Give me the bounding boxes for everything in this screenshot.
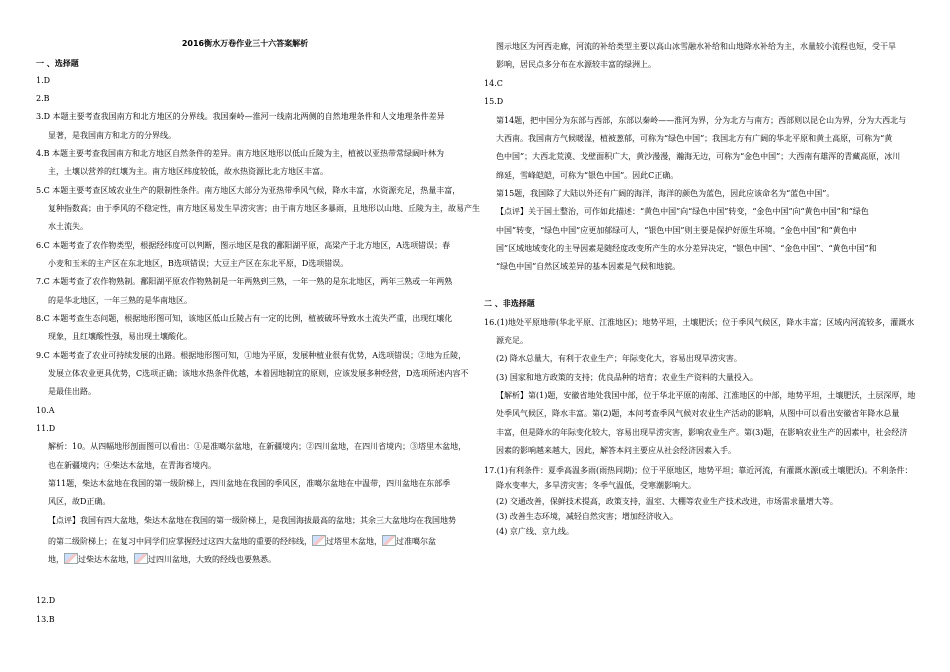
line-text: 主，土壤以营养的红壤为主。南方地区纬度较低，故水热资源比北方地区丰富。 [48,167,328,176]
line-text: 小麦和玉米的主产区在东北地区，B选项错误；大豆主产区在东北平原，D选项错误。 [48,259,349,268]
line-text: 过四川盆地，大致的经线也要熟悉。 [148,555,276,564]
text-line [36,95,50,103]
line-text: 大西南。我国南方气候暖湿，植被葱郁，可称为“绿色中国”；我国北方有广阔的华北平原和黄土高原，可称为“黄 [496,134,893,143]
text-line [496,190,834,198]
line-text: 中国”转变，“绿色中国”应更加郁绿可人，“银色中国”则主要是保护好原生环境。“金色中国”和“黄色中 [496,226,857,235]
broken-image-icon [382,535,396,546]
text-line [48,462,216,470]
line-text: 显著，是我国南方和北方的分界线。 [48,131,176,140]
line-text: 复种指数高；由于季风的不稳定性，南方地区易发生旱涝灾害；由于南方地区多暴雨，且地形以山地、丘陵为主，故易产生 [48,204,480,213]
text-line [48,443,466,451]
line-text: “绿色中国”自然区域差异的基本因素是气候和地貌。 [496,262,681,271]
text-line [496,429,907,437]
text-line [496,410,899,418]
text-line [496,498,838,506]
line-text: 6.C 本题考查了农作物类型，根据经纬度可以判断，图示地区是我的鄱阳湖平原，高梁产于北方地区，A选项错误；春 [36,241,451,250]
line-text: 国”区域地域变化的主导因素是随经度改变所产生的水分差异决定，“银色中国”、“金色中国”、“黄色中国”和 [496,244,877,253]
text-line [48,370,469,378]
text-line [496,135,892,143]
line-text: 色中国”；大西北荒漠、戈壁面积广大，黄沙漫漫，瀚海无边，可称为“金色中国”；大西南有雄浑的青藏高原，冰川 [496,152,901,161]
line-text: 源充足。 [496,336,528,345]
line-text: 处季风气候区，降水丰富。第(2)题，本问考查季风气候对农业生产活动的影响，从图中可以看出安徽省年降水总量 [496,409,900,418]
line-text: (2) 交通改善，保鲜技术提高，政策支持，温室、大棚等农业生产技术改进，市场需求量增大等。 [496,497,838,506]
line-text: 水土流失。 [48,222,88,231]
text-line [36,352,466,360]
line-text: (4) 京广线、京九线。 [496,527,574,536]
text-line [48,498,110,506]
line-text: 15.D [484,97,504,106]
broken-image-icon [64,553,78,564]
text-line [496,337,528,345]
line-text: 现象，且红壤酸性强，易出现土壤酸化。 [48,332,192,341]
text-line [36,315,452,323]
line-text: 2.B [36,94,50,103]
line-text: 二 、非选择题 [484,299,535,308]
text-line [496,528,574,536]
line-text: 是最佳出路。 [48,387,96,396]
line-text: 4.B 本题主要考查我国南方和北方地区自然条件的差异。南方地区地形以低山丘陵为主，植被以亚热带常绿阔叶林为 [36,149,445,158]
section-heading [36,60,79,68]
text-line [496,355,742,363]
line-text: 【点评】我国有四大盆地，柴达木盆地在我国的第一级阶梯上，是我国海拔最高的盆地；其余三大盆地均在我国地势 [48,516,456,525]
line-text: 也在新疆境内；④柴达木盆地，在青海省境内。 [48,461,216,470]
line-text: 因素的影响越来越大，因此，解答本问主要应从社会经济因素入手。 [496,446,736,455]
text-line [496,245,877,253]
line-text: 的是华北地区，一年三熟的是华南地区。 [48,296,192,305]
text-line [484,319,914,327]
line-text: 10.A [36,406,55,415]
line-text: 第15题，我国除了大陆以外还有广阔的海洋，海洋的颜色为蓝色，因此应该命名为“蓝色中国”。 [496,189,835,198]
text-line [496,447,736,455]
line-text: 过准噶尔盆 [396,537,436,546]
broken-image-icon [312,535,326,546]
text-line [484,467,913,475]
line-text: 丰富，但是降水的年际变化较大，容易出现旱涝灾害，影响农业生产。第(3)题，在影响农业生产的因素中，社会经济 [496,428,908,437]
text-line [48,297,192,305]
line-text: 9.C 本题考查了农业可持续发展的出路。根据地形图可知，①地为平原，发展种植业很有优势，A选项错误；②地为丘陵， [36,351,467,360]
text-line [48,388,96,396]
line-text: 一 、选择题 [36,59,79,68]
text-line [36,278,452,286]
text-line [48,480,450,488]
line-text: 8.C 本题考查生态问题，根据地形图可知，该地区低山丘陵占有一定的比例，植被破坏导致水土流失严重，出现红壤化 [36,314,453,323]
line-text: 16.(1)地处平原地带(华北平原、江淮地区)；地势平坦，土壤肥沃；位于季风气候区，降水丰富；区域内河流较多，灌溉水 [484,318,915,327]
line-text: 第14题，把中国分为东部与西部，东部以秦岭——淮河为界，分为北方与南方；西部则以昆仑山为界，分为大西北与 [496,116,907,125]
line-text: 【解析】第(1)题，安徽省地处我国中部，位于华北平原的南部、江淮地区的中部，地势平坦，土壤肥沃，土层深厚，地 [496,391,916,400]
line-text: 解析：10。从四幅地形剖面图可以看出：①是准噶尔盆地，在新疆境内；②四川盆地，在四川省境内；③塔里木盆地， [48,442,467,451]
line-text: 【点评】关于国土整治，可作如此描述：“黄色中国”向“绿色中国”转变，“金色中国”向“黄色中国”和“绿色 [496,207,869,216]
text-line [48,535,436,546]
text-line [48,168,328,176]
line-text: 发展立体农业更具优势，C选项正确；该地水热条件优越，本着因地制宜的原则，应该发展多种经营，D选项所述内容不 [48,369,469,378]
line-text: 降水变率大，多旱涝灾害；冬季气温低，受寒潮影响大。 [496,481,696,490]
text-line [496,153,900,161]
broken-image-icon [134,553,148,564]
text-line [496,61,656,69]
text-line [36,425,55,433]
text-line [496,482,696,490]
text-line [36,113,445,121]
text-line [484,98,503,106]
text-line [496,227,857,235]
line-text: 影响，居民点多分布在水源较丰富的绿洲上。 [496,60,656,69]
line-text: 的第二级阶梯上；在复习中同学们应掌握经过这四大盆地的重要的经纬线， [48,537,312,546]
line-text: 3.D 本题主要考查我国南方和北方地区的分界线。我国秦岭—淮河一线南北两侧的自然地理条件和人文地理条件差异 [36,112,445,121]
text-line [496,263,680,271]
text-line [36,407,55,415]
text-line [48,260,348,268]
text-line [36,150,444,158]
line-text: 13.B [36,615,55,624]
line-text: 绵延，雪峰皑皑，可称为“银色中国”。因此C正确。 [496,171,679,180]
text-line [36,616,55,624]
text-line [496,513,678,521]
text-line [496,117,906,125]
line-text: 11.D [36,424,56,433]
line-text: 风区，故D正确。 [48,497,111,506]
text-line [496,172,678,180]
text-line [484,80,503,88]
text-line [48,333,192,341]
text-line [36,77,50,85]
line-text: 过塔里木盆地， [326,537,382,546]
line-text: 5.C 本题主要考查区域农业生产的限制性条件。南方地区大部分为亚热带季风气候，降水丰富，水资源充足，热量丰富， [36,186,461,195]
line-text: (3) 国家和地方政策的支持；优良品种的培育；农业生产资料的大量投入。 [496,373,758,382]
page-title: 2016衡水万卷作业三十六答案解析 [181,39,309,48]
line-text: 过柴达木盆地， [78,555,134,564]
line-text: 7.C 本题考查了农作物熟制。鄱阳湖平原农作物熟制是一年两熟到三熟，一年一熟的是东北地区，两年三熟或一年两熟 [36,277,453,286]
text-line [496,374,758,382]
line-text: (2) 降水总量大，有利于农业生产；年际变化大，容易出现旱涝灾害。 [496,354,742,363]
line-text: 12.D [36,596,56,605]
text-line [496,208,869,216]
section-heading [484,300,535,308]
line-text: 14.C [484,79,503,88]
text-line [48,205,480,213]
line-text: 1.D [36,76,51,85]
text-line [48,517,456,525]
text-line [48,132,176,140]
text-line [36,242,450,250]
text-line [36,597,55,605]
text-line [48,553,276,564]
text-line [48,223,88,231]
line-text: 地， [48,555,64,564]
text-line [496,392,915,400]
line-text: (3) 改善生态环境，减轻自然灾害；增加经济收入。 [496,512,678,521]
line-text: 图示地区为河西走廊，河流的补给类型主要以高山冰雪融水补给和山地降水补给为主，水量较小流程也短，受干旱 [496,42,896,51]
text-line [36,187,460,195]
line-text: 第11题，柴达木盆地在我国的第一级阶梯上，四川盆地在我国的季风区，准噶尔盆地在中温带，四川盆地在东部季 [48,479,451,488]
text-line [496,43,896,51]
line-text: 17.(1)有利条件：夏季高温多雨(雨热同期)；位于平原地区，地势平坦；靠近河流，有灌溉水源(或土壤肥沃)。不利条件： [484,466,913,475]
